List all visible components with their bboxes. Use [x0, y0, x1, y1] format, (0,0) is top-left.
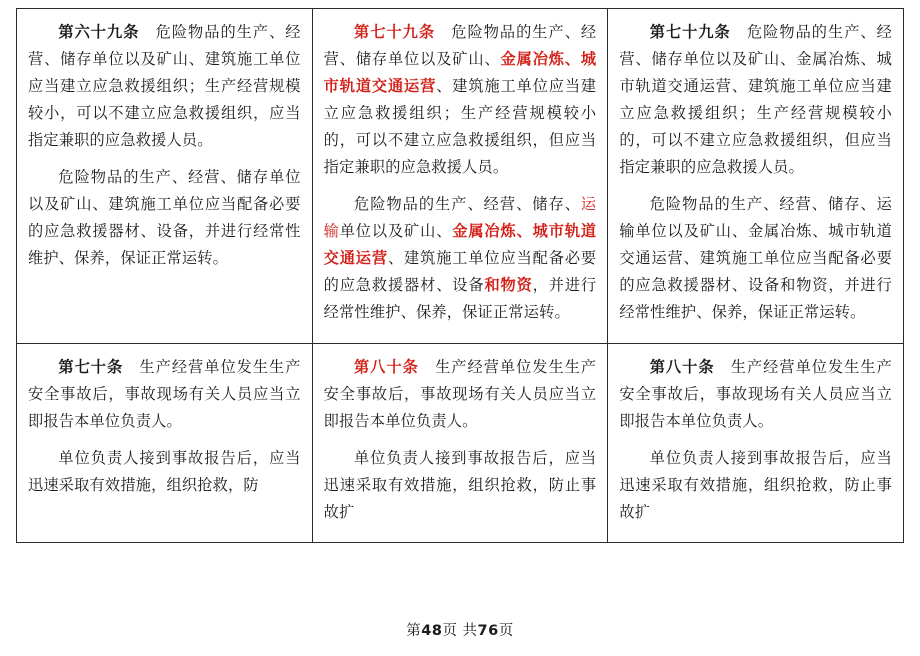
paragraph	[324, 19, 597, 181]
table-cell-new-article-79	[608, 9, 904, 344]
text-run: 危险物品的生产、经营、储存单位以及矿山、金属冶炼、城市轨道交通运营、建筑施工单位应当建立应急救援组织；生产经营规模较小的，可以不建立应急救援组织，但应当指定兼职的应急救援人员。	[619, 23, 893, 177]
text-run: 生产经营单位发生生产安全事故后，事故现场有关人员应当立即报告本单位负责人。	[619, 357, 892, 430]
law-comparison-table	[16, 8, 904, 543]
text-run: 生产经营单位发生生产安全事故后，事故现场有关人员应当立即报告本单位负责人。	[28, 357, 301, 430]
text-run: 单位负责人接到事故报告后，应当迅速采取有效措施，组织抢救，防止事故扩	[619, 448, 892, 521]
text-run: 单位以及矿山、	[339, 222, 453, 241]
paragraph	[619, 19, 892, 181]
footer-middle: 页 共	[442, 623, 478, 639]
paragraph	[324, 445, 597, 526]
article-number: 第七十九条	[354, 23, 436, 41]
paragraph	[28, 164, 301, 272]
article-number: 金属冶炼、城市轨道交通运营	[323, 50, 597, 96]
article-number: 和物资	[484, 276, 533, 295]
paragraph	[619, 191, 892, 326]
text-run: 危险物品的生产、经营、储存单位以及矿山、建筑施工单位应当配备必要的应急救援器材、设备，并进行经常性维护、保养，保证正常运转。	[28, 168, 301, 268]
article-number: 第七十九条	[649, 23, 731, 41]
paragraph	[324, 191, 597, 326]
article-number: 第六十九条	[58, 23, 140, 41]
text-run: 危险物品的生产、经营、储存、	[354, 195, 581, 214]
table-cell-old-article-70	[17, 343, 313, 542]
text-run: 运输	[323, 195, 597, 241]
article-number: 第八十条	[354, 357, 419, 376]
paragraph	[28, 19, 301, 154]
text-run: ，并进行经常性维护、保养，保证正常运转。	[323, 276, 597, 322]
page-footer	[0, 619, 920, 640]
footer-current-page: 48	[421, 623, 443, 639]
footer-total-pages: 76	[477, 623, 499, 639]
text-run: 单位负责人接到事故报告后，应当迅速采取有效措施，组织抢救，防止事故扩	[323, 448, 597, 521]
text-run: 、建筑施工单位应当配备必要的应急救援器材、设备	[323, 249, 597, 295]
paragraph	[619, 354, 892, 435]
table-row	[17, 9, 904, 344]
table-row	[17, 343, 904, 542]
table-cell-revised-article-80	[312, 343, 608, 542]
paragraph	[28, 354, 301, 435]
text-run: 危险物品的生产、经营、储存单位以及矿山、	[323, 23, 597, 69]
article-number: 金属冶炼、城市轨道交通运营	[323, 222, 597, 268]
text-run: 危险物品的生产、经营、储存、运输单位以及矿山、金属冶炼、城市轨道交通运营、建筑施工单位应当配备必要的应急救援器材、设备和物资，并进行经常性维护、保养，保证正常运转。	[619, 195, 892, 322]
text-run: 、建筑施工单位应当建立应急救援组织；生产经营规模较小的，可以不建立应急救援组织，但应当指定兼职的应急救援人员。	[323, 77, 597, 177]
paragraph	[28, 445, 301, 499]
footer-prefix: 第	[406, 623, 422, 639]
text-run: 生产经营单位发生生产安全事故后，事故现场有关人员应当立即报告本单位负责人。	[323, 357, 597, 430]
footer-suffix: 页	[498, 623, 514, 639]
paragraph	[324, 354, 597, 435]
text-run: 危险物品的生产、经营、储存单位以及矿山、建筑施工单位应当建立应急救援组织；生产经营规模较小，可以不建立应急救援组织，应当指定兼职的应急救援人员。	[28, 23, 301, 150]
table-cell-revised-article-79	[312, 9, 608, 344]
text-run: 单位负责人接到事故报告后，应当迅速采取有效措施，组织抢救，防	[28, 448, 301, 494]
table-cell-old-article-69	[17, 9, 313, 344]
paragraph	[619, 445, 892, 526]
table-cell-new-article-80	[608, 343, 904, 542]
article-number: 第七十条	[58, 357, 124, 376]
article-number: 第八十条	[649, 357, 715, 376]
